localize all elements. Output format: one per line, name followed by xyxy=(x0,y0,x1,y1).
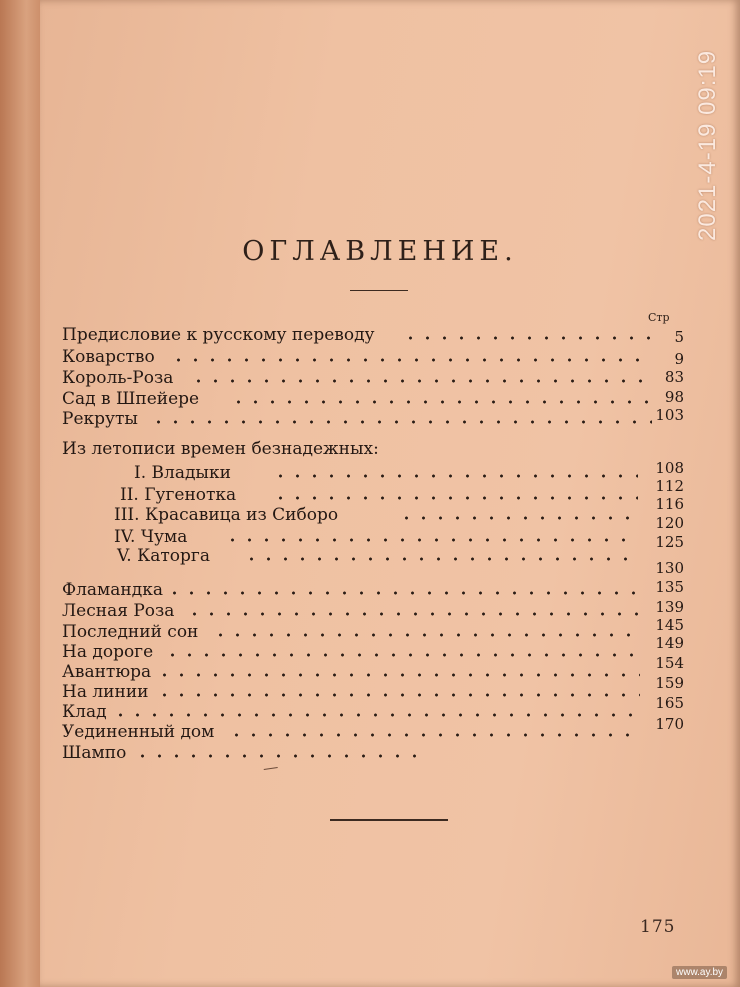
toc-entry xyxy=(62,368,652,388)
toc-entry xyxy=(62,347,652,367)
toc-page-number: 108 xyxy=(655,459,684,477)
toc-page-number: 125 xyxy=(655,533,684,551)
toc-page-number: 116 xyxy=(655,495,684,513)
toc-page-number: 112 xyxy=(655,477,684,495)
toc-entry-label: III. Красавица из Сиборо xyxy=(114,505,339,525)
section-heading: Из летописи времен безнадежных: xyxy=(62,439,379,459)
toc-entry xyxy=(62,682,640,702)
toc-entry-label: Лесная Роза xyxy=(62,601,175,621)
dot-leader xyxy=(112,702,640,722)
toc-page-number: 170 xyxy=(655,715,684,733)
toc-entry-label: Коварство xyxy=(62,347,155,367)
dot-leader xyxy=(212,622,640,642)
dot-leader xyxy=(398,505,638,525)
dot-leader xyxy=(228,722,640,742)
dot-leader xyxy=(166,580,640,600)
toc-entry-label: Авантюра xyxy=(62,662,152,682)
toc-entry-label: Клад xyxy=(62,702,107,722)
toc-page-number: 139 xyxy=(655,598,684,616)
dot-leader xyxy=(243,546,639,566)
dot-leader xyxy=(224,527,638,547)
toc-entry-label: Фламандка xyxy=(62,580,163,600)
toc-subentry xyxy=(117,546,639,566)
toc-entry-label: Шампо xyxy=(62,743,127,763)
dot-leader xyxy=(170,347,652,367)
dot-leader xyxy=(186,601,640,621)
dot-leader xyxy=(402,325,652,345)
toc-entry xyxy=(62,325,652,345)
toc-entry-label: Предисловие к русскому переводу xyxy=(62,325,375,345)
toc-page-number: 159 xyxy=(655,674,684,692)
page-column-header: Стр xyxy=(648,311,670,324)
toc-entry xyxy=(62,389,652,409)
dot-leader xyxy=(134,743,416,763)
dot-leader xyxy=(272,485,638,505)
toc-page-number: 98 xyxy=(664,388,684,406)
dot-leader xyxy=(164,642,640,662)
dot-leader xyxy=(190,368,652,388)
dot-leader xyxy=(230,389,652,409)
toc-entry xyxy=(62,662,640,682)
toc-entry-label: На дороге xyxy=(62,642,154,662)
toc-subentry xyxy=(114,505,639,525)
toc-entry-label: Сад в Шпейере xyxy=(62,389,200,409)
toc-entry-label: I. Владыки xyxy=(134,463,231,483)
toc-page-number: 5 xyxy=(674,328,684,346)
toc-page-number: 103 xyxy=(655,406,684,424)
toc-entry xyxy=(62,409,652,429)
toc-entry-label: Последний сон xyxy=(62,622,199,642)
dot-leader xyxy=(272,463,638,483)
toc-entry-label: II. Гугенотка xyxy=(120,485,237,505)
toc-entry xyxy=(62,702,640,722)
closing-rule xyxy=(330,819,448,821)
toc-entry-label: V. Каторга xyxy=(117,546,210,566)
toc-page-number: 149 xyxy=(655,634,684,652)
toc-subentry xyxy=(120,485,639,505)
toc-page-number: 9 xyxy=(674,350,684,368)
dot-leader xyxy=(156,662,640,682)
dot-leader xyxy=(150,409,652,429)
toc-page-number: 83 xyxy=(664,368,684,386)
toc-entry-label: Рекруты xyxy=(62,409,138,429)
toc-entry-label: Король-Роза xyxy=(62,368,174,388)
toc-page-number: 135 xyxy=(655,578,684,596)
toc-subentry xyxy=(114,527,639,547)
toc-page-number: 145 xyxy=(655,616,684,634)
toc-page-number: 154 xyxy=(655,654,684,672)
toc-page-number: 130 xyxy=(655,559,684,577)
toc-entry-label: IV. Чума xyxy=(114,527,188,547)
site-watermark: www.ay.by xyxy=(672,966,727,979)
dot-leader xyxy=(156,682,640,702)
page-title: ОГЛАВЛЕНИЕ. xyxy=(242,236,518,267)
toc-entry-label: На линии xyxy=(62,682,149,702)
toc-entry xyxy=(62,580,640,600)
toc-entry xyxy=(62,642,640,662)
toc-entry xyxy=(62,743,640,763)
toc-entry xyxy=(62,601,640,621)
toc-entry xyxy=(62,622,640,642)
photo-timestamp: 2021-4-19 09:19 xyxy=(694,49,721,241)
toc-page-number: 120 xyxy=(655,514,684,532)
toc-subentry xyxy=(134,463,639,483)
toc-entry-label: Уединенный дом xyxy=(62,722,215,742)
page-number: 175 xyxy=(640,917,676,937)
toc-entry xyxy=(62,722,640,742)
toc-page-number: 165 xyxy=(655,694,684,712)
